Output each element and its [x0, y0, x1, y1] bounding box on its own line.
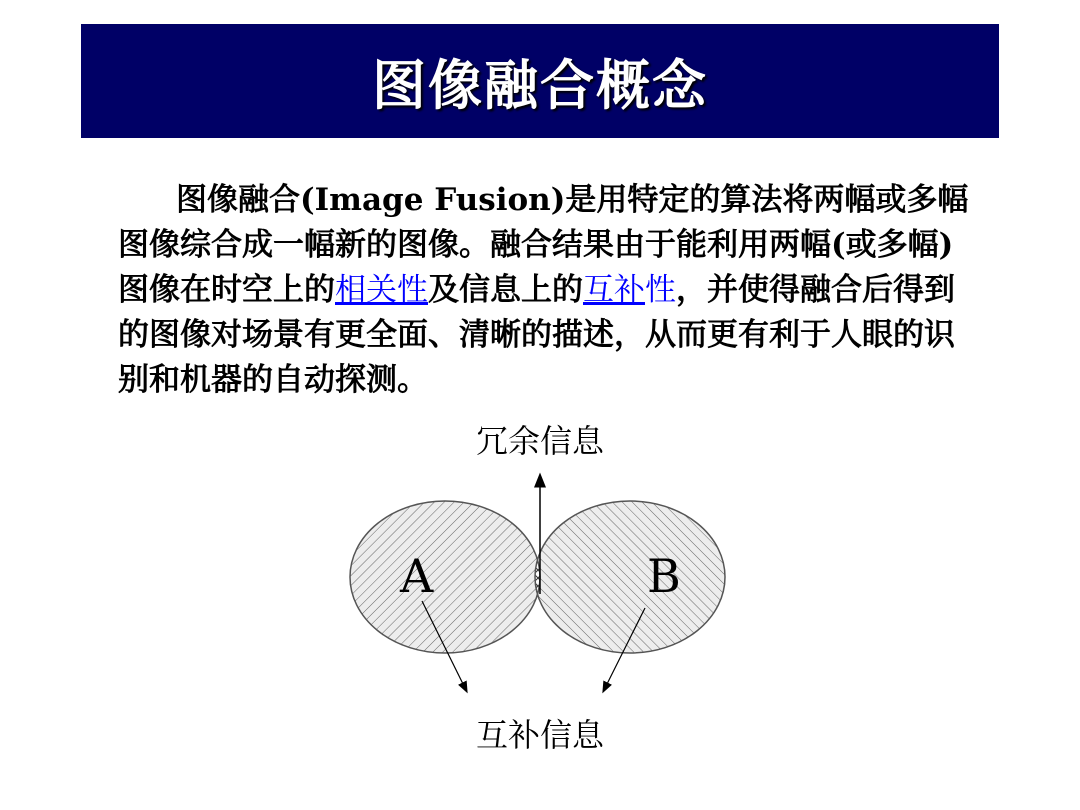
link-complementarity[interactable]: 互补 [583, 272, 645, 308]
redundant-info-label: 冗余信息 [475, 422, 605, 460]
paragraph-text-3: ，并使得融合后得到的图像对场景有更全面、清晰的描述，从而更有利于人眼的识别和机器的自动探测。 [118, 272, 955, 398]
link-correlation[interactable]: 相关性 [335, 272, 428, 308]
paragraph-text-2: 及信息上的 [428, 272, 583, 308]
body-paragraph [118, 178, 978, 403]
title-bar [81, 24, 999, 138]
circle-b-label: B [647, 549, 681, 603]
circle-a-label: A [400, 549, 434, 603]
fusion-venn-diagram [330, 418, 750, 788]
link-complementarity-tail: 性 [645, 272, 676, 308]
slide-title: 图像融合概念 [372, 52, 708, 117]
paragraph-text-1: 图像融合(Image Fusion)是用特定的算法将两幅或多幅图像综合成一幅新的图像。融合结果由于能利用两幅(或多幅) 图像在时空上的 [118, 182, 969, 308]
complementary-info-label: 互补信息 [475, 716, 605, 754]
